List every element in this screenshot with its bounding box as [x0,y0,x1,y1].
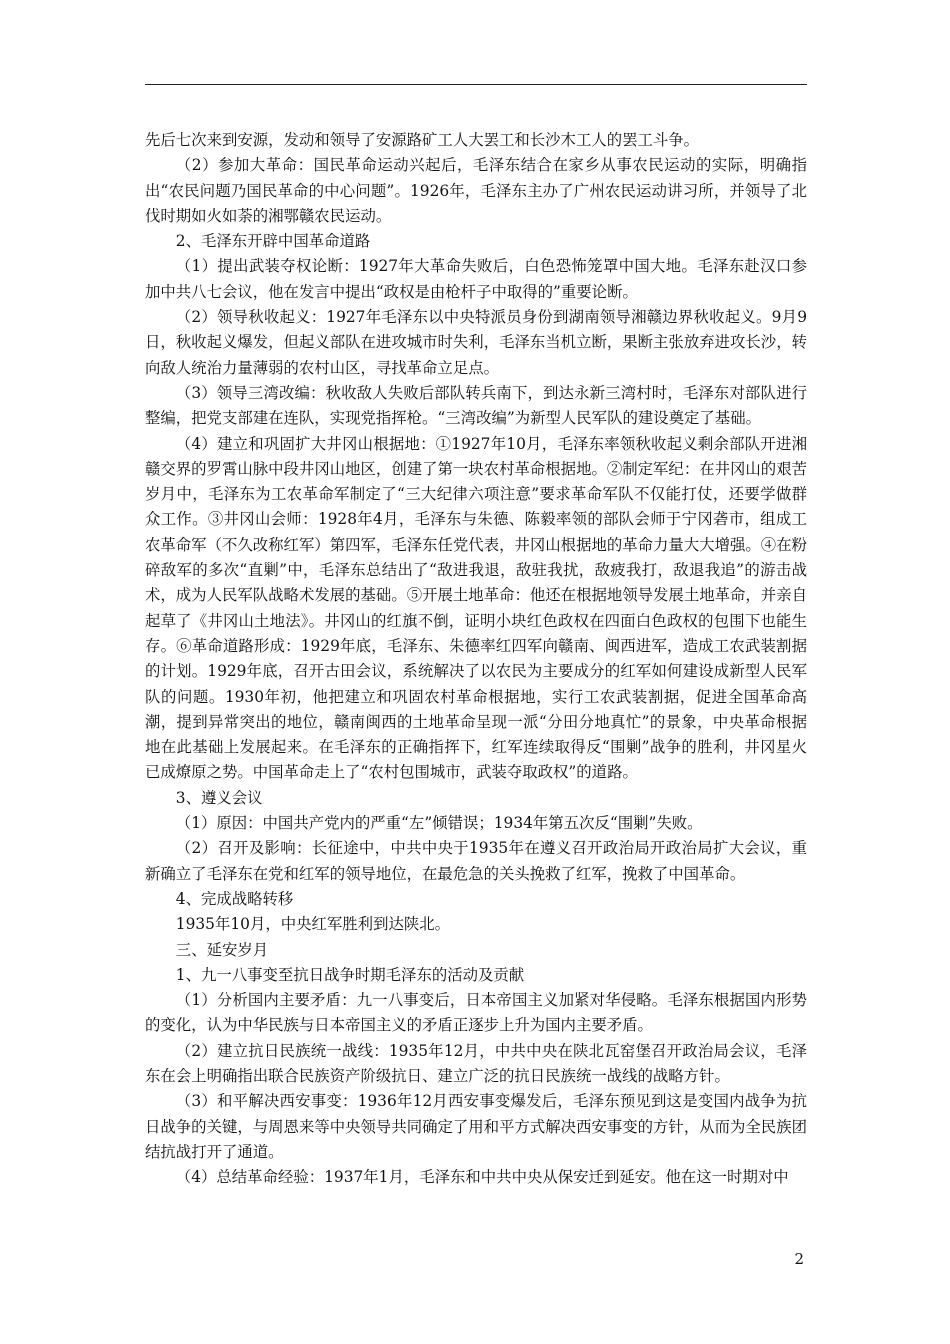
paragraph: （2）领导秋收起义：1927年毛泽东以中央特派员身份到湖南领导湘赣边界秋收起义。9月9日，秋收起义爆发，但起义部队在进攻城市时失利，毛泽东当机立断，果断主张放弃进攻长沙，转向敌人统治力量薄弱的农村山区，寻找革命立足点。 [145,308,807,377]
header-rule [145,84,807,85]
paragraph: （1）原因：中国共产党内的严重“左”倾错误；1934年第五次反“围剿”失败。 [175,814,703,833]
section-heading: 4、完成战略转移 [175,889,294,908]
paragraph: （2）召开及影响：长征途中，中共中央于1935年在遵义召开政治局开政治局扩大会议，重新确立了毛泽东在党和红军的领导地位，在最危急的关头挽救了红军，挽救了中国革命。 [145,839,807,883]
paragraph: （2）建立抗日民族统一战线：1935年12月，中共中央在陕北瓦窑堡召开政治局会议，毛泽东在会上明确指出联合民族资产阶级抗日、建立广泛的抗日民族统一战线的战略方针。 [145,1041,807,1085]
paragraph: 1935年10月，中央红军胜利到达陕北。 [175,915,451,934]
paragraph: 先后七次来到安源，发动和领导了安源路矿工人大罢工和长沙木工人的罢工斗争。 [145,131,700,149]
page-number: 2 [794,1250,804,1268]
paragraph: （1）分析国内主要矛盾：九一八事变后，日本帝国主义加紧对华侵略。毛泽东根据国内形势的变化，认为中华民族与日本帝国主义的矛盾正逐步上升为国内主要矛盾。 [145,991,807,1035]
paragraph: （1）提出武装夺权论断：1927年大革命失败后，白色恐怖笼罩中国大地。毛泽东赴汉口参加中共八七会议，他在发言中提出“政权是由枪杆子中取得的”重要论断。 [145,257,807,301]
section-heading: 2、毛泽东开辟中国革命道路 [175,232,371,251]
paragraph: （3）和平解决西安事变：1936年12月西安事变爆发后，毛泽东预见到这是变国内战争为抗日战争的关键，与周恩来等中央领导共同确定了用和平方式解决西安事变的方针，从而为全民族团结抗战打开了通道。 [145,1092,807,1161]
section-heading: 3、遵义会议 [175,788,263,807]
section-heading: 1、九一八事变至抗日战争时期毛泽东的活动及贡献 [175,965,525,984]
paragraph: （2）参加大革命：国民革命运动兴起后，毛泽东结合在家乡从事农民运动的实际，明确指出“农民问题乃国民革命的中心问题”。1926年，毛泽东主办了广州农民运动讲习所，并领导了北伐时期如火如荼的湘鄂赣农民运动。 [145,156,807,225]
paragraph: （4）总结革命经验：1937年1月，毛泽东和中共中央从保安迁到延安。他在这一时期对中 [175,1168,789,1187]
paragraph: （4）建立和巩固扩大井冈山根据地：①1927年10月，毛泽东率领秋收起义剩余部队开进湘赣交界的罗霄山脉中段井冈山地区，创建了第一块农村革命根据地。②制定军纪：在井冈山的艰苦岁月中，毛泽东为工农革命军制定了“三大纪律六项注意”要求革命军队不仅能打仗，还要学做群众工作。③井冈山会师：1928年4月，毛泽东与朱德、陈毅率领的部队会师于宁冈砻市，组成工农革命军（不久改称红军）第四军，毛泽东任党代表，井冈山根据地的革命力量大大增强。④在粉碎敌军的多次“直剿”中，毛泽东总结出了“敌进我退，敌驻我扰，敌疲我打，敌退我追”的游击战术，成为人民军队战略术发展的基础。⑤开展土地革命：他还在根据地领导发展土地革命，并亲自起草了《井冈山土地法》。井冈山的红旗不倒，证明小块红色政权在四面白色政权的包围下也能生存。⑥革命道路形成：1929年底，毛泽东、朱德率红四军向赣南、闽西进军，造成工农武装割据的计划。1929年底，召开古田会议，系统解决了以农民为主要成分的红军如何建设成新型人民军队的问题。1930年初，他把建立和巩固农村革命根据地，实行工农武装割据，促进全国革命高潮，提到异常突出的地位，赣南闽西的土地革命呈现一派“分田分地真忙”的景象，中央革命根据地在此基础上发展起来。在毛泽东的正确指挥下，红军连续取得反“围剿”战争的胜利，井冈星火已成燎原之势。中国革命走上了“农村包围城市，武装夺取政权”的道路。 [145,434,807,782]
section-heading: 三、延安岁月 [175,940,269,959]
paragraph: （3）领导三湾改编：秋收敌人失败后部队转兵南下，到达永新三湾村时，毛泽东对部队进行整编，把党支部建在连队，实现党指挥枪。“三湾改编”为新型人民军队的建设奠定了基础。 [145,383,807,428]
document-body [145,128,807,1190]
